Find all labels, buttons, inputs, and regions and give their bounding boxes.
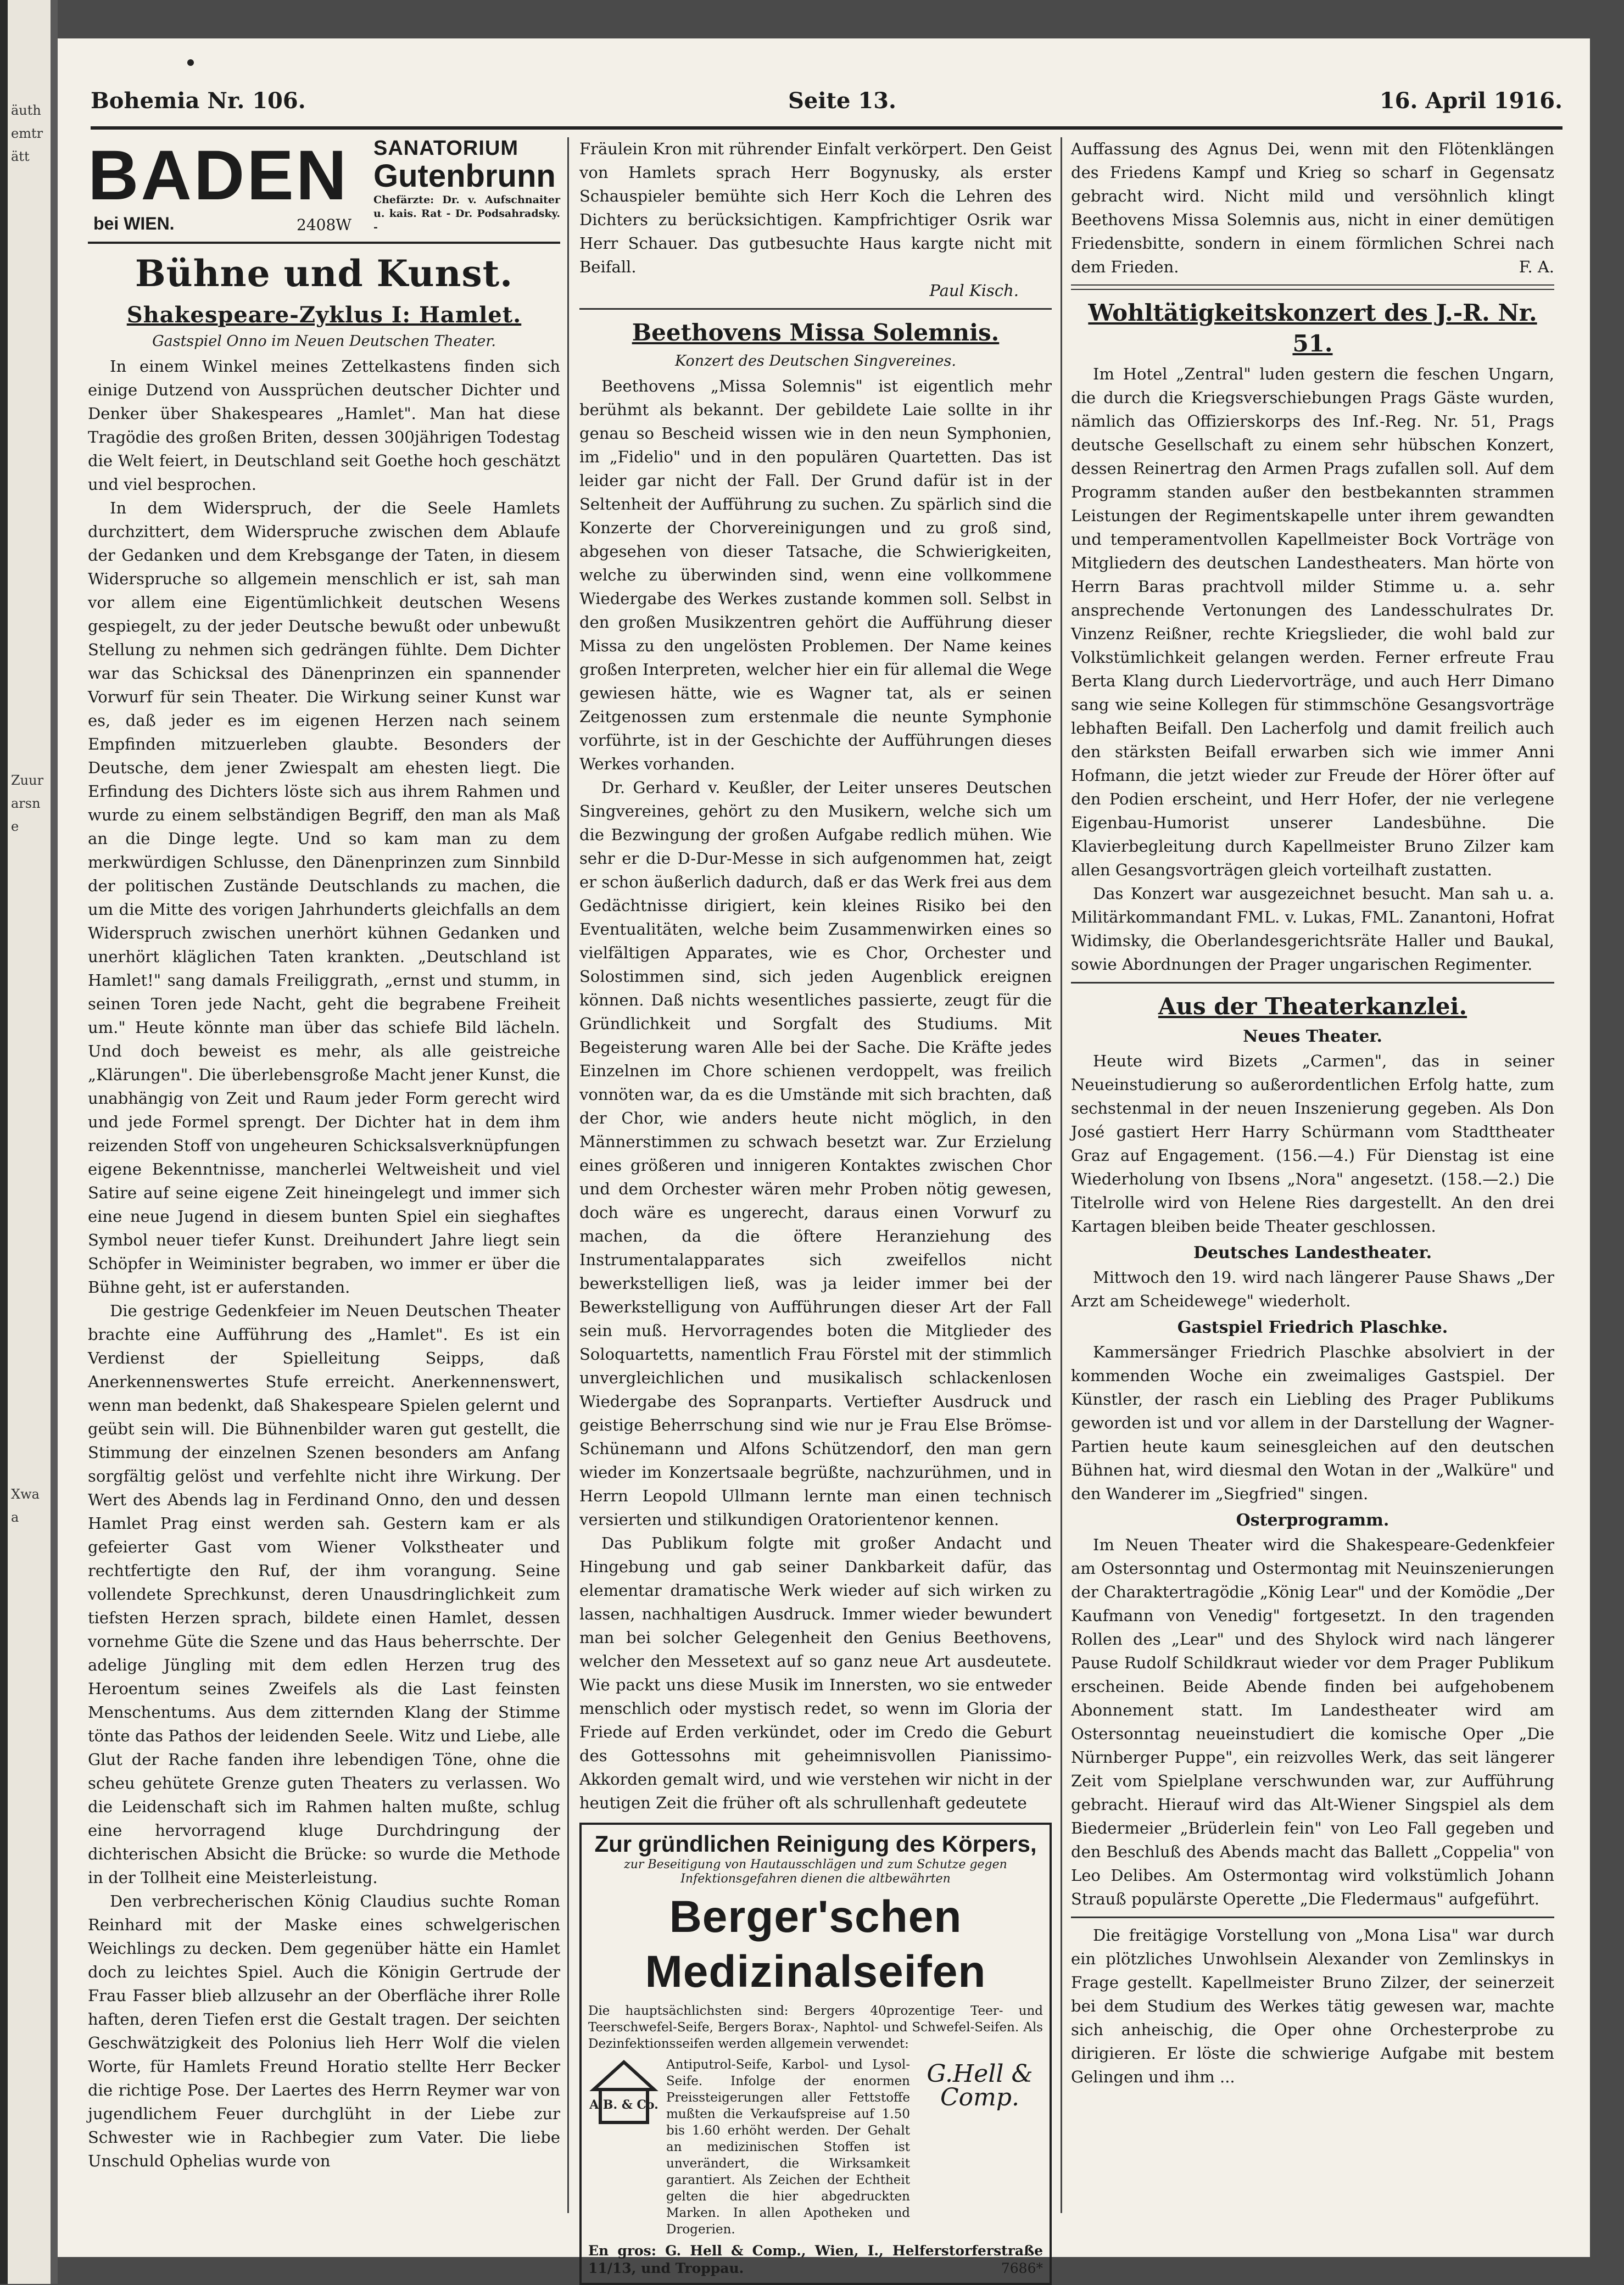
article-title: Shakespeare-Zyklus I: Hamlet. bbox=[126, 302, 522, 328]
divider bbox=[1071, 982, 1554, 984]
subsection-title: Osterprogramm. bbox=[1236, 1511, 1389, 1530]
author-initials: F. A. bbox=[1519, 258, 1554, 276]
baden-phone: 2408W bbox=[297, 216, 352, 234]
page-dot bbox=[187, 59, 194, 66]
column-rule bbox=[567, 137, 569, 2213]
newspaper-page bbox=[58, 38, 1590, 2276]
paragraph: Kammersänger Friedrich Plaschke absolviert in der kommenden Woche ein zweimaliges Gastspiel. Der Künstler, der rasch ein Liebling des Prager Publikums geworden ist und vor allem in der Darstellung der Wagner-Partien heute kaum seinesgleichen auf den deutschen Bühnen hat, wird diesmal den Wotan in der „Walküre" und den Wanderer im „Siegfried" singen. bbox=[1071, 1343, 1554, 1503]
divider bbox=[579, 308, 1052, 310]
subsection-title: Deutsches Landestheater. bbox=[1193, 1243, 1432, 1262]
intro-text: Auffassung des Agnus Dei, wenn mit den Flötenklängen des Friedens Kampf und Krieg so scharf in Gegensatz gebracht wird. Nicht mild und versöhnlich klingt Beethovens Missa Solemnis aus, nicht in einer demütigen Friedensbitte, sondern in einem förmlichen Schrei nach dem Frieden. bbox=[1071, 139, 1554, 276]
ad-intro: Die hauptsächlichsten sind: Bergers 40prozentige Teer- und Teerschwefel-Seife, Bergers Borax-, Naphtol- und Schwefel-Seifen. Als Dezinfektionsseifen werden allgemein verwendet: bbox=[588, 2004, 1043, 2051]
sanatorium-label: SANATORIUM bbox=[373, 137, 519, 160]
strip-fragment: äuthemträtt bbox=[11, 103, 43, 164]
section-title: Bühne und Kunst. bbox=[135, 252, 514, 295]
subsection-title: Gastspiel Friedrich Plaschke. bbox=[1177, 1318, 1448, 1337]
article-title: Beethovens Missa Solemnis. bbox=[632, 319, 1000, 346]
article-title: Aus der Theaterkanzlei. bbox=[1158, 993, 1467, 1020]
baden-wordmark: BADEN bbox=[88, 136, 349, 215]
paragraph: Im Hotel „Zentral" luden gestern die feschen Ungarn, die durch die Kriegsverschiebungen Prags Gäste wurden, nämlich das Offizierskorps des Inf.-Reg. Nr. 51, Prags deutsche Gesellschaft zu einem sehr hübschen Konzert, dessen Reinertrag den Armen Prags zufallen soll. Auf dem Programm standen außer den bestbekannten strammen Leistungen der Regimentskapelle unter ihrem gewandten und temperamentvollen Kapellmeister Bock Vorträge von Mitgliedern des deutschen Landestheaters. Man hörte von Herrn Baras prachtvoll milder Stimme u. a. sehr ansprechende Vertonungen des Landesschulrates Dr. Vinzenz Reißner, rechte Kriegslieder, die wohl bald zur Volkstümlichkeit gelangen werden. Ferner erfreute Frau Berta Klang durch Liedervorträge, und auch Herr Dimano sang wie seine Kollegen für stimmschöne Gesangsvorträge lebhaften Beifall. Den Lacherfolg und damit freilich auch den stärksten Beifall erwarben sich wie immer Anni Hofmann, die jetzt wieder zur Freude der Hörer öfter auf den Podien erscheint, und Herr Hofer, der nie verlegene Eigenbau-Humorist unserer Landesbühne. Die Klavierbegleitung durch Kapellmeister Bruno Zilzer kam allen Gesangsvorträgen gleich vorteilhaft zustatten. bbox=[1071, 365, 1554, 879]
strip-fragment: Xwaa bbox=[11, 1487, 40, 1525]
house-logo-icon bbox=[588, 2057, 660, 2128]
ad-body-row bbox=[588, 2057, 1043, 2238]
column-2 bbox=[579, 137, 1052, 2276]
header-page-number: Seite 13. bbox=[788, 88, 896, 114]
subsection-title: Neues Theater. bbox=[1243, 1027, 1382, 1046]
paragraph: Mittwoch den 19. wird nach längerer Pause Shaws „Der Arzt am Scheidewege" wiederholt. bbox=[1071, 1268, 1554, 1310]
column-1 bbox=[88, 137, 560, 2224]
paragraph: In dem Widerspruch, der die Seele Hamlets durchzittert, dem Widerspruche zwischen dem Ablaufe der Gedanken und dem Krebsgange der Taten, in diesem Widerspruche so allgemein menschlich er ist, sah man vor allem eine Eigentümlichkeit deutschen Wesens gespiegelt, zu der jeder Deutsche bewußt oder unbewußt Stellung zu nehmen sich gedrängen fühlte. Dem Dichter war das Schicksal des Dänenprinzen ein spannender Vorwurf für sein Theater. Die Wirkung seiner Kunst war es, daß jeder es im eigenen Herzen nach seinem Empfinden mitzuerleben glaubte. Besonders der Deutsche, dem jener Zwiespalt am ehesten liegt. Die Erfindung des Dichters löste sich aus ihrem Rahmen und wurde zu einem selbständigen Begriff, den man als Maß an die Dinge legte. Und so kam man zu dem merkwürdigen Schlusse, den Dänenprinzen zum Sinnbild der politischen Zustände Deutschlands zu machen, die um die Mitte des vorigen Jahrhunderts gleichfalls an dem Widerspruch zwischen unerhört kühnen Gedanken und unerhört kläglichen Taten krankten. „Deutschland ist Hamlet!" sang damals Freiliggrath, „ernst und stumm, in seinen Toren jede Nacht, geht die begrabene Freiheit um." Heute könnte man über das schiefe Bild lächeln. Und doch beweist es mehr, als alle geistreiche „Klärungen". Die überlebensgroße Macht jener Kunst, die unabhängig von Zeit und Raum jeder Form gerecht wird und jede Formel sprengt. Der Dichter hat in dem ihm reizenden Stoff von ungeheuren Schicksalsverknüpfungen eigene Bekenntnisse, mancherlei Weltweisheit und viel Satire auf seine eigene Zeit hineingelegt und immer sich eine neue Jugend in diesem bunten Spiel ein sieghaftes Symbol neuer tiefer Kunst. Dreihundert Jahre liegt sein Schöpfer in Weiminister begraben, wo immer er über die Bühne geht, ist er auferstanden. bbox=[88, 499, 560, 1297]
paragraph bbox=[1071, 137, 1554, 279]
paragraph: Dr. Gerhard v. Keußler, der Leiter unseres Deutschen Singvereines, gehört zu den Musikern, welche sich um die Bezwingung der großen Aufgabe redlich mühen. Wie sehr er die D-Dur-Messe in sich aufgenommen hat, zeigt er schon äußerlich dadurch, daß er das Werk frei aus dem Gedächtnisse dirigiert, kein kleines Risiko bei den Eventualitäten, welche beim Zusammenwirken eines so vielfältigen Apparates, wie es Chor, Orchester und Solostimmen sind, sich jeden Augenblick ereignen können. Daß nichts wesentliches passierte, zeugt für die Gründlichkeit und Sorgfalt des Studiums. Mit Begeisterung waren Alle bei der Sache. Die Kräfte jedes Einzelnen im Chore schienen verdoppelt, was freilich vonnöten war, da es die Umstände mit sich brachten, daß der Chor, wie anders heute nicht möglich, in den Männerstimmen zu schwach besetzt war. Zur Erzielung eines größeren und innigeren Kontaktes zwischen Chor und dem Orchester wären mehr Proben nötig gewesen, doch wäre es ungerecht, daraus einen Vorwurf zu machen, da die öftere Heranziehung des Instrumentalapparates sich zweifellos nicht bewerkstelligen ließ, was ja leider immer bei der Bewerkstelligung von Aufführungen dieser Art der Fall sein muß. Hervorragendes boten die Mitglieder des Soloquartetts, namentlich Frau Förstel mit der stimmlich unvergleichlichen und musikalisch schlackenlosen Wiedergabe des Sopranparts. Vertiefter Ausdruck und geistige Beherrschung sind wie nur je Frau Else Brömse-Schünemann und Alfons Schützendorf, den man gern wieder im Konzertsaale begrüßte, nachzurühmen, und in Herrn Leopold Ullmann lernte man einen technisch versierten und stilkundigen Oratorientenor kennen. bbox=[579, 778, 1052, 1529]
author-signature: Paul Kisch. bbox=[929, 281, 1019, 300]
header-date: 16. April 1916. bbox=[1379, 88, 1562, 114]
adjacent-page-strip bbox=[0, 0, 58, 2284]
strip-fragment: Zuurarsne bbox=[11, 773, 44, 834]
paragraph: Den verbrecherischen König Claudius suchte Roman Reinhard mit der Maske eines schwelgerischen Weichlings zu decken. Dem gegenüber hätte ein Hamlet doch zu leichtes Spiel. Auch die Königin Gertrude der Frau Fasser blieb allzusehr an der Oberfläche ihrer Rolle haften, deren Tiefen erst die Gestalt tragen. Der seichten Geschwätzigkeit des Polonius lieh Herr Wolf die vielen Worte, für Hamlets Freund Horatio stellte Herr Becker die richtige Pose. Der Laertes des Herrn Reymer war von jugendlichem Feuer durchglüht in der Liebe zur Schwester wie in Rachbegier zum Vater. Die liebe Unschuld Ophelias wurde von bbox=[88, 1892, 560, 2170]
article-title: Wohltätigkeitskonzert des J.-R. Nr. 51. bbox=[1088, 299, 1537, 357]
logo-text: A.B. & Co. bbox=[589, 2098, 658, 2112]
sanatorium-name: Gutenbrunn bbox=[373, 158, 556, 194]
column-rule bbox=[1061, 137, 1062, 2213]
page-header bbox=[91, 88, 1562, 130]
ad-brand: Berger'schen Medizinalseifen bbox=[645, 1892, 986, 1997]
article-subtitle: Konzert des Deutschen Singvereines. bbox=[675, 353, 956, 370]
paragraph: Im Neuen Theater wird die Shakespeare-Gedenkfeier am Ostersonntag und Ostermontag mit Neuinszenierungen der Charaktertragödie „König Lear" und der Komödie „Der Kaufmann von Venedig" fortgesetzt. In den tragenden Rollen des „Lear" und des Shylock wird nach längerer Pause Rudolf Schildkraut wieder vor dem Prager Publikum erscheinen. Beide Abende finden bei aufgehobenem Abonnement statt. Im Landestheater wird am Ostersonntag neueinstudiert die komische Oper „Die Nürnberger Puppe", ein reizvolles Werk, das seit längerer Zeit vom Spielplane verschwunden war, zur Aufführung gebracht. Hierauf wird das Alt-Wiener Singspiel als dem Biedermeier „Brüderlein fein" von Leo Fall gegeben und den Beschluß des Abends macht das Ballett „Coppelia" von Leo Delibes. Am Ostermontag wird volkstümlich Johann Strauß populärste Operette „Die Fledermaus" aufgeführt. bbox=[1071, 1535, 1554, 1908]
sanatorium-block bbox=[373, 137, 560, 234]
paragraph: Die gestrige Gedenkfeier im Neuen Deutschen Theater brachte eine Aufführung des „Hamlet". Es ist ein Verdienst der Spielleitung Seipps, daß Anerkennenswertes Stufe erreicht. Anerkennenswert, wenn man bedenkt, daß Shakespeare Spielen gelernt und geübt sein will. Die Bühnenbilder waren gut gestellt, die Stimmung der einzelnen Szenen besonders am Anfang sorgfältig gelöst und verfehlte nicht ihre Wirkung. Der Wert des Abends lag in Ferdinand Onno, den und dessen Hamlet Prag einst werden sah. Gestern kam er als gefeierter Gast vom Wiener Volkstheater und rechtfertigte den Ruf, der ihm vorangung. Seine vollendete Sprechkunst, deren Unausdringlichkeit zum tiefsten Herzen sprach, bildete einen Hamlet, dessen vornehme Güte die Szene und das Haus beherrschte. Der adelige Jüngling mit dem edlen Herzen trug des Heroentum seines Zweifels als die Last feinsten Menschentums. Aus dem zitternden Klang der Stimme tönte das Pathos der leidenden Seele. Witz und Liebe, alle Glut der Rache fanden ihre lebendigen Töne, ohne die scheu gehütete Grenze guten Theaters zu verlassen. Wo die Leidenschaft sich im Rahmen halten mußte, schlug eine hervorragend kluge Durchdringung der dichterischen Absicht die Brücke: so wurde die Methode in der Tollheit eine Meisterleistung. bbox=[88, 1301, 560, 1887]
divider bbox=[1071, 284, 1554, 290]
column-3 bbox=[1071, 137, 1554, 2224]
paragraph: Das Konzert war ausgezeichnet besucht. Man sah u. a. Militärkommandant FML. v. Lukas, FML. Zanantoni, Hofrat Widimsky, die Oberlandesgerichtsräte Haller und Baukal, sowie Abordnungen der Prager ungarischen Regimenter. bbox=[1071, 884, 1554, 974]
header-paper-name: Bohemia Nr. 106. bbox=[91, 88, 306, 114]
paragraph: In einem Winkel meines Zettelkastens finden sich einige Dutzend von Aussprüchen deutscher Dichter und Denker über Shakespeares „Hamlet". Man hat diese Tragödie des großen Briten, dessen 300jährigen Todestag die Welt feiert, in Deutschland seit Goethe hoch geschätzt und viel besprochen. bbox=[88, 357, 560, 494]
divider bbox=[1071, 1917, 1554, 1918]
baden-subline: bei WIEN. bbox=[93, 214, 175, 233]
ad-subline: zur Beseitigung von Hautausschlägen und zum Schutze gegen Infektionsgefahren dienen die altbewährten bbox=[624, 1858, 1007, 1886]
article-subtitle: Gastspiel Onno im Neuen Deutschen Theater. bbox=[152, 333, 496, 350]
paragraph: Fräulein Kron mit rührender Einfalt verkörpert. Den Geist von Hamlets sprach Herr Bogynusky, als erster Schauspieler bemühte sich Herr Koch die Lehren des Dichters zu berücksichtigen. Kampfrichtiger Osrik war Herr Schauer. Das gutbesuchte Haus kargte nicht mit Beifall. bbox=[579, 139, 1052, 276]
ad-headline: Zur gründlichen Reinigung des Körpers, bbox=[594, 1831, 1037, 1857]
sanatorium-doctors: Chefärzte: Dr. v. Aufschnaiter u. kais. Rat - Dr. Podsahradsky. - bbox=[373, 194, 560, 233]
paragraph: Heute wird Bizets „Carmen", das in seiner Neueinstudierung so außerordentlichen Erfolg hatte, zum sechstenmal in der neuen Inszenierung gegeben. Als Don José gastiert Herr Harry Schürmann vom Stadttheater Graz auf Engagement. (156.—4.) Für Dienstag ist eine Wiederholung von Ibsens „Nora" angesetzt. (158.—2.) Die Titelrolle wird von Helene Ries dargestellt. An den drei Kartagen bleiben beide Theater geschlossen. bbox=[1071, 1052, 1554, 1236]
ad-footer-text: En gros: G. Hell & Comp., Wien, I., Helferstorferstraße 11/13, und Troppau. bbox=[588, 2243, 1043, 2276]
paragraph: Die freitägige Vorstellung von „Mona Lisa" war durch ein plötzliches Unwohlsein Alexander von Zemlinskys in Frage gestellt. Kapellmeister Bruno Zilzer, der seinerzeit bei dem Studium des Werkes tätig gewesen war, machte sich anheischig, die Oper ohne Orchesterprobe zu dirigieren. Er löste die schwierige Aufgabe mit bestem Gelingen und ihm ... bbox=[1071, 1926, 1554, 2086]
ad-code: 7686* bbox=[1001, 2260, 1043, 2276]
paragraph: Das Publikum folgte mit großer Andacht und Hingebung und gab seiner Dankbarkeit dafür, das elementar dramatische Werk wieder auf sich wirken zu lassen, nachhaltigen Ausdruck. Immer wieder bewundert man bei solcher Gelegenheit den Genius Beethovens, welcher den Messetext auf so ganz neue Art ausdeutete. Wie packt uns diese Musik im Innersten, wo sie entweder menschlich oder mystisch redet, so wenn im Gloria der Friede auf Erden verkündet, oder im Credo die Geburt des Gottessohns mit geheimnisvollen Pianissimo-Akkorden gemalt wird, und wie verstehen wir nicht in der heutigen Zeit die früher oft als schrullenhaft gedeutete bbox=[579, 1534, 1052, 1812]
baden-advertisement bbox=[88, 137, 560, 244]
ad-footer bbox=[588, 2242, 1043, 2277]
ad-signature: G.Hell & Comp. bbox=[927, 2060, 1033, 2111]
berger-soap-advertisement bbox=[579, 1823, 1052, 2285]
paragraph: Beethovens „Missa Solemnis" ist eigentlich mehr berühmt als bekannt. Der gebildete Laie sollte in ihr genau so Bescheid wissen wie in den neun Symphonien, im „Fidelio" und in den populären Quartetten. Das ist leider gar nicht der Fall. Der Grund dafür ist in der Seltenheit der Aufführung zu suchen. Zu spärlich sind die Konzerte der Chorvereinigungen und zu groß sind, abgesehen von dieser Tatsache, die Schwierigkeiten, welche zu überwinden sind, wenn eine vollkommene Wiedergabe des Werkes zustande kommen soll. Selbst in den großen Musikzentren gehört die Aufführung dieser Missa zu den ungelösten Problemen. Der Name keines großen Interpreten, welcher hier ein für allemal die Wege gewiesen hätte, wie es Wagner tat, als er seinen Zeitgenossen zum erstenmale die neunte Symphonie vorführte, ist in der Geschichte der Aufführungen dieses Werkes vorhanden. bbox=[579, 377, 1052, 773]
ad-body: Antiputrol-Seife, Karbol- und Lysol-Seife. Infolge der enormen Preissteigerungen aller Fettstoffe mußten die Verkaufspreise auf 1.50 bis 1.60 erhöht werden. Der Gehalt an medizinischen Stoffen ist unverändert, die Wirksamkeit garantiert. Als Zeichen der Echtheit gelten die hier abgedruckten Marken. In allen Apotheken und Drogerien. bbox=[666, 2058, 910, 2237]
